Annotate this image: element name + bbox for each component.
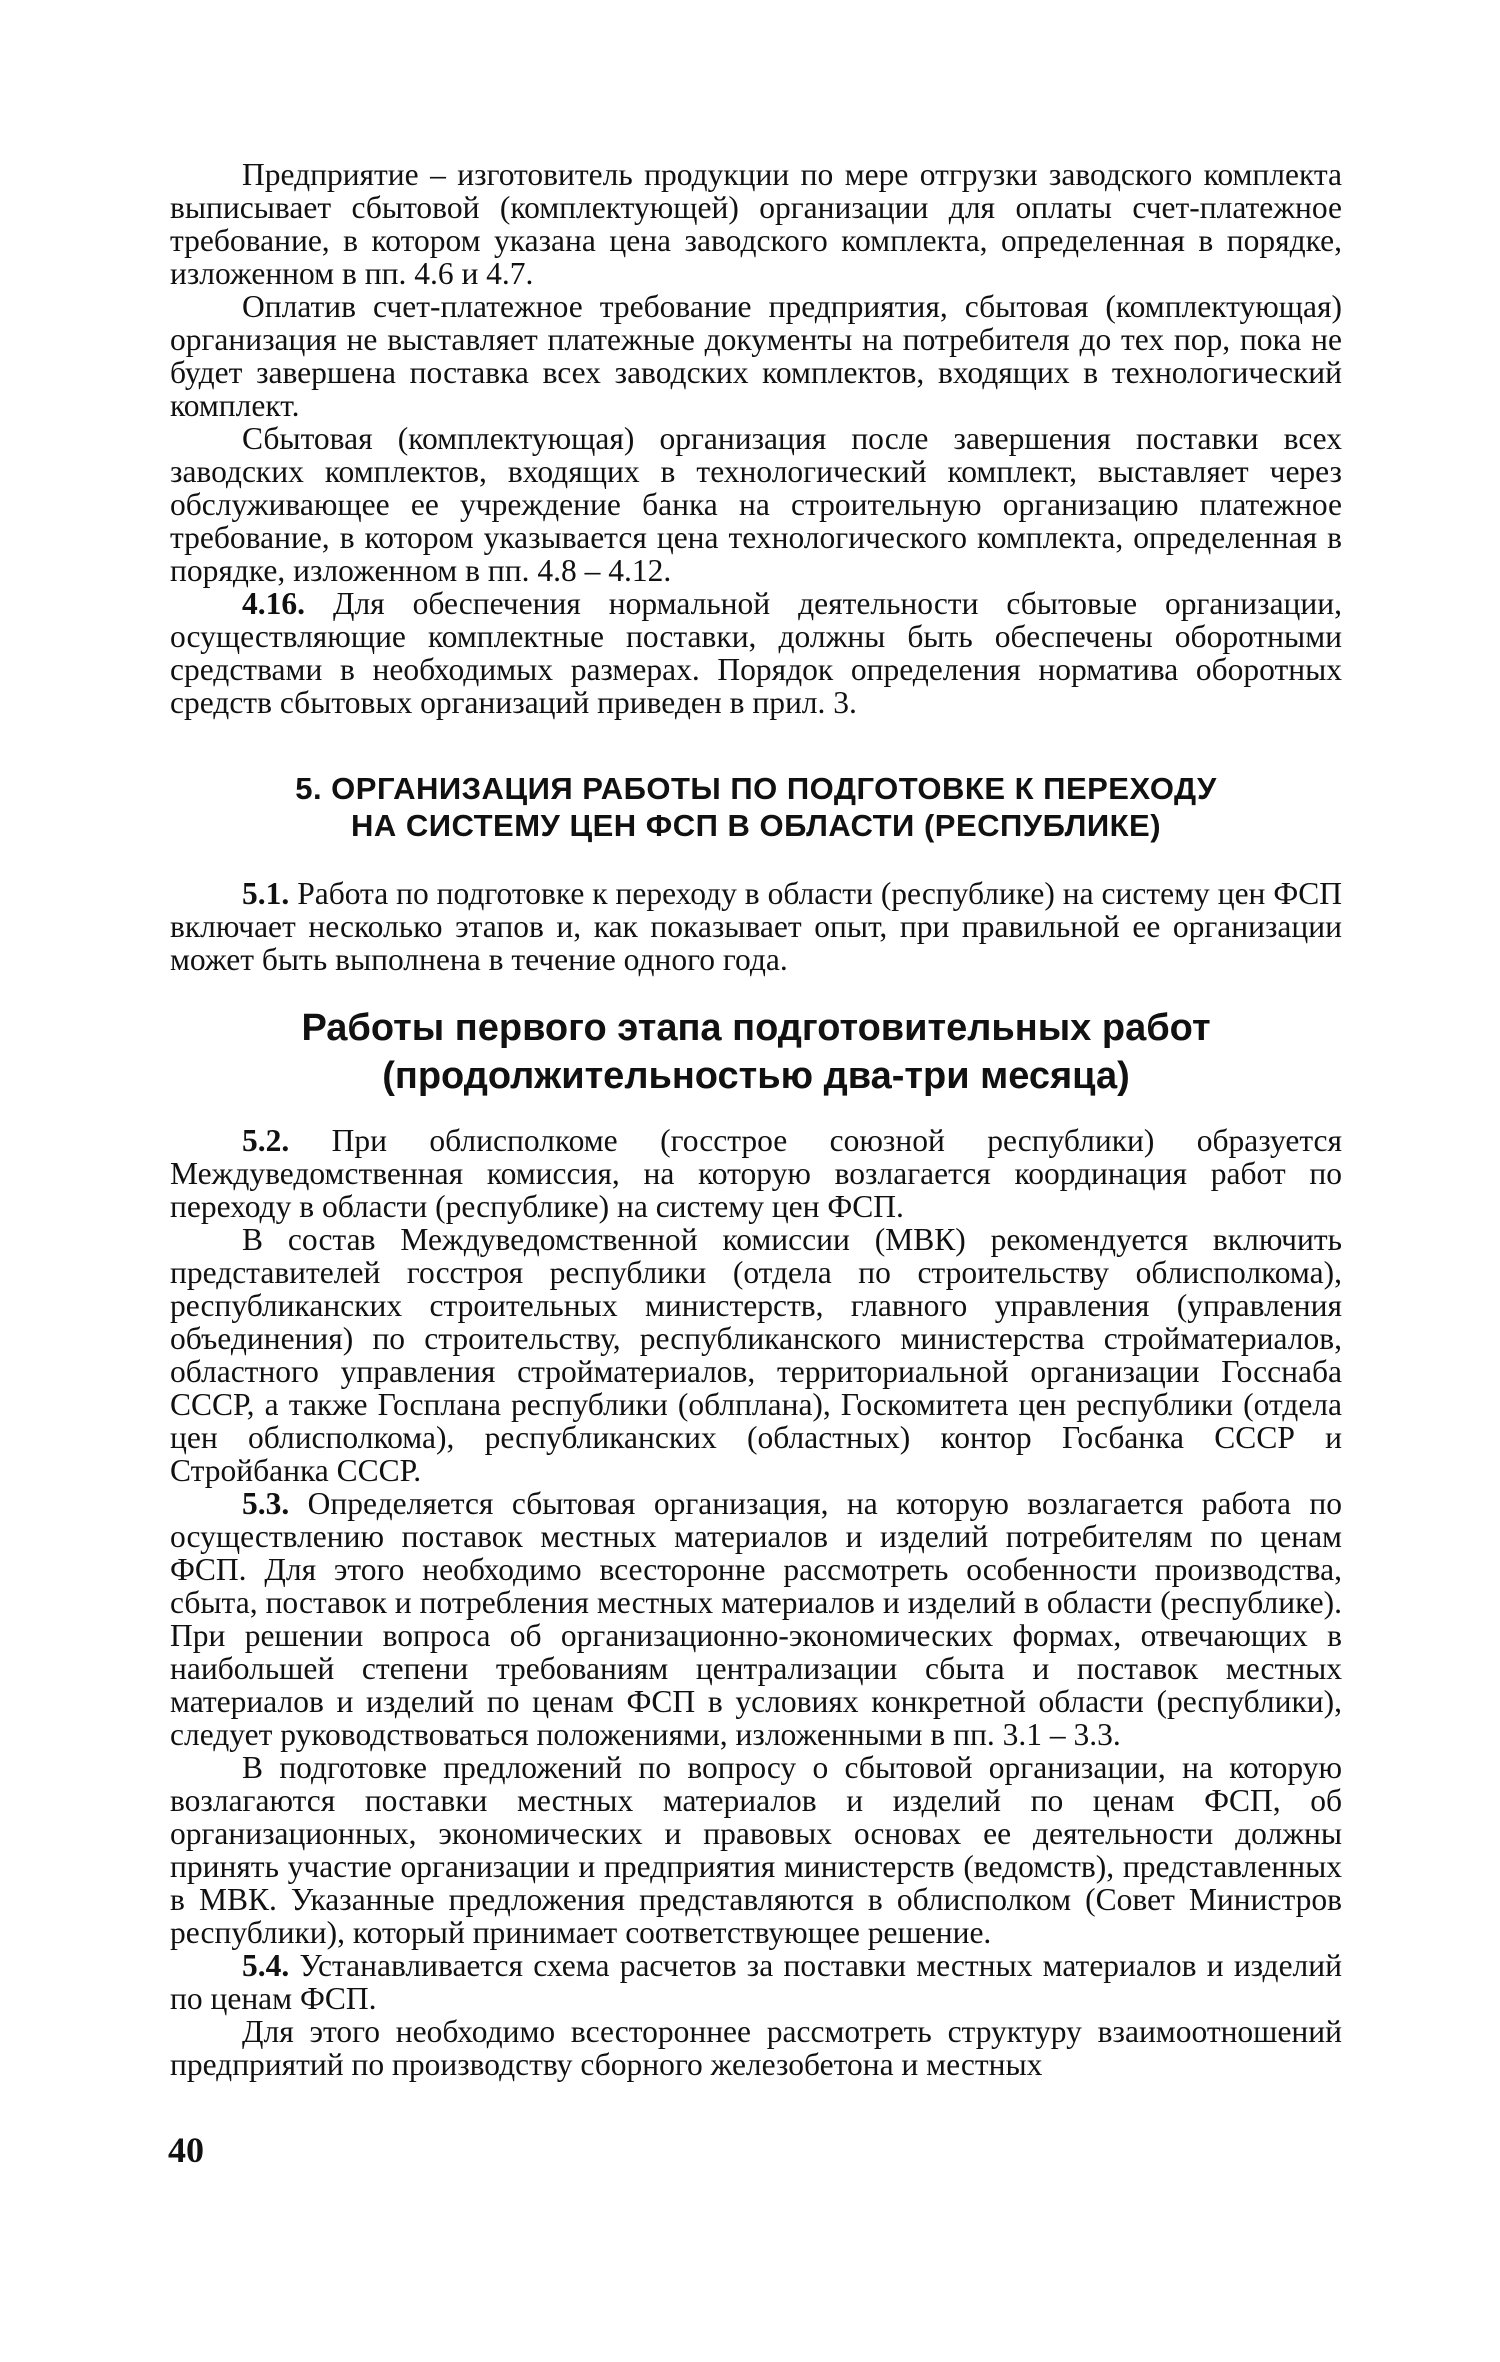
paragraph: 5.1. Работа по подготовке к переходу в области (республике) на систему цен ФСП включает несколько этапов и, как показывает опыт, при правильной ее организации может быть выполнена в течение одного года. [170, 876, 1342, 977]
paragraph: В подготовке предложений по вопросу о сбытовой организации, на которую возлагаются поставки местных материалов и изделий по ценам ФСП, об организационных, экономических и правовых основах ее деятельности должны принять участие организации и предприятия министерств (ведомств), представленных в МВК. Указанные предложения представляются в облисполком (Совет Министров республики), который принимает соответствующее решение. [170, 1750, 1342, 1950]
paragraph: Сбытовая (комплектующая) организация после завершения поставки всех заводских комплектов, входящих в технологический комплект, выставляет через обслуживающее ее учреждение банка на строительную организацию платежное требование, в котором указывается цена технологического комплекта, определенная в порядке, изложенном в пп. 4.8 – 4.12. [170, 421, 1342, 588]
clause-number: 5.3. [242, 1486, 290, 1521]
text-block-main [170, 1124, 1342, 2081]
section-heading [170, 770, 1342, 844]
clause-number: 4.16. [242, 586, 305, 621]
paragraph: В состав Междуведомственной комиссии (МВК) рекомендуется включить представителей госстроя республики (отдела по строительству облисполкома), республиканских строительных министерств, главного управления (управления объединения) по строительству, республиканского министерства стройматериалов, областного управления стройматериалов, территориальной организации Госснаба СССР, а также Госплана республики (облплана), Госкомитета цен республики (отдела цен облисполкома), республиканских (областных) контор Госбанка СССР и Стройбанка СССР. [170, 1222, 1342, 1488]
paragraph: Предприятие – изготовитель продукции по мере отгрузки заводского комплекта выписывает сбытовой (комплектующей) организации для оплаты счет-платежное требование, в котором указана цена заводского комплекта, определенная в порядке, изложенном в пп. 4.6 и 4.7. [170, 157, 1342, 291]
page-number: 40 [168, 2130, 204, 2170]
clause-number: 5.2. [242, 1123, 290, 1158]
text-block-section5-intro [170, 877, 1342, 976]
clause-number: 5.4. [242, 1948, 290, 1983]
text-block-top [170, 158, 1342, 719]
paragraph: 4.16. Для обеспечения нормальной деятельности сбытовые организации, осуществляющие комплектные поставки, должны быть обеспечены оборотными средствами в необходимых размерах. Порядок определения норматива оборотных средств сбытовых организаций приведен в прил. 3. [170, 586, 1342, 720]
subheading [170, 1004, 1342, 1100]
clause-number: 5.1. [242, 876, 290, 911]
section-heading-line: 5. ОРГАНИЗАЦИЯ РАБОТЫ ПО ПОДГОТОВКЕ К ПЕРЕХОДУ [295, 771, 1217, 806]
paragraph: 5.4. Устанавливается схема расчетов за поставки местных материалов и изделий по ценам ФСП. [170, 1948, 1342, 2016]
subheading-line: (продолжительностью два-три месяца) [382, 1055, 1130, 1097]
paragraph: 5.3. Определяется сбытовая организация, на которую возлагается работа по осуществлению поставок местных материалов и изделий потребителям по ценам ФСП. Для этого необходимо всесторонне рассмотреть особенности производства, сбыта, поставок и потребления местных материалов и изделий в области (республике). При решении вопроса об организационно-экономических формах, отвечающих в наибольшей степени требованиям централизации сбыта и поставок местных материалов и изделий по ценам ФСП в условиях конкретной области (республики), следует руководствоваться положениями, изложенными в пп. 3.1 – 3.3. [170, 1486, 1342, 1752]
paragraph: 5.2. При облисполкоме (госстрое союзной республики) образуется Междуведомственная комиссия, на которую возлагается координация работ по переходу в области (республике) на систему цен ФСП. [170, 1123, 1342, 1224]
section-heading-line: НА СИСТЕМУ ЦЕН ФСП В ОБЛАСТИ (РЕСПУБЛИКЕ) [350, 808, 1162, 843]
paragraph: Оплатив счет-платежное требование предприятия, сбытовая (комплектующая) организация не выставляет платежные документы на потребителя до тех пор, пока не будет завершена поставка всех заводских комплектов, входящих в технологический комплект. [170, 289, 1342, 423]
paragraph: Для этого необходимо всестороннее рассмотреть структуру взаимоотношений предприятий по производству сборного железобетона и местных [170, 2014, 1342, 2082]
subheading-line: Работы первого этапа подготовительных работ [301, 1007, 1211, 1049]
